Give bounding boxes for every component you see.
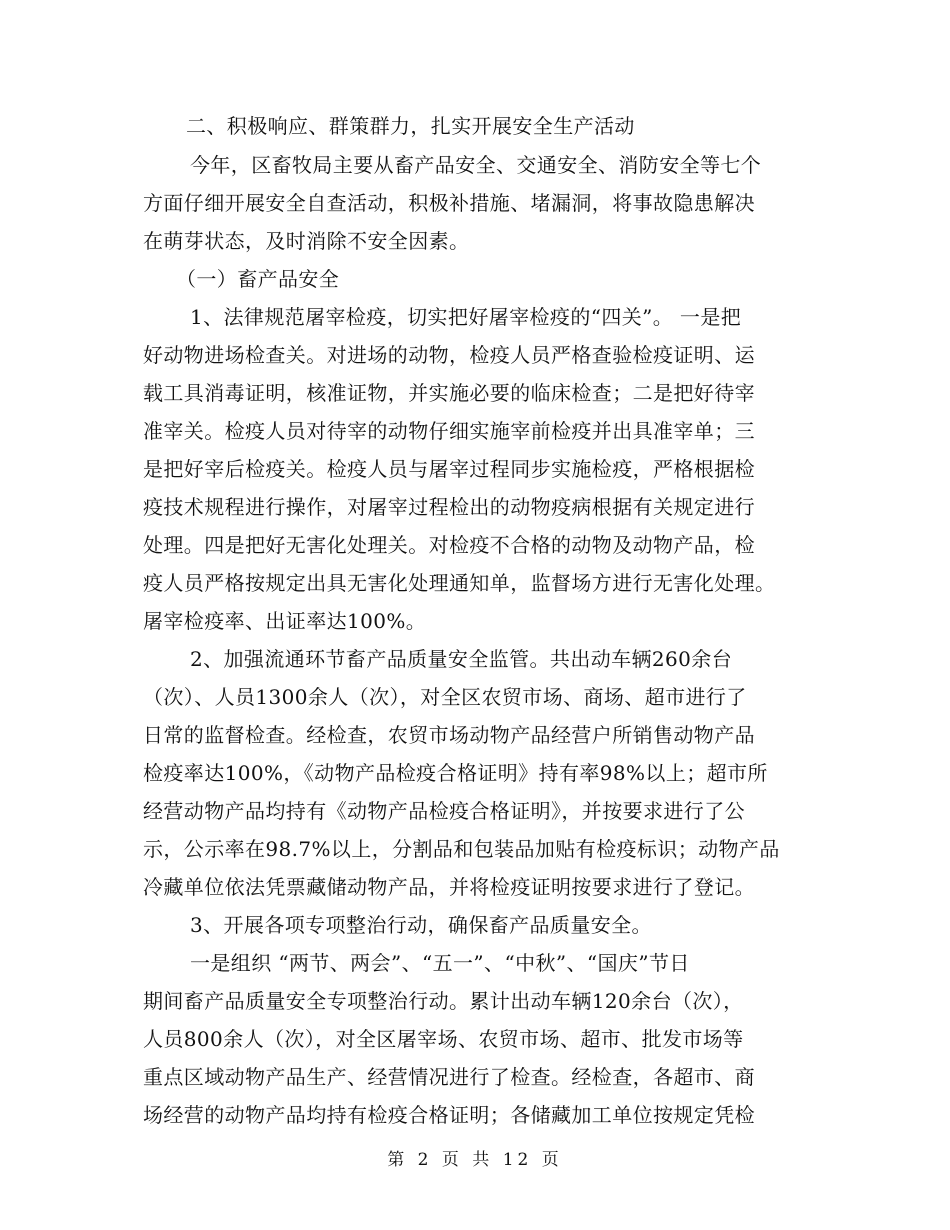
paragraph-line: 载工具消毒证明，核准证物，并实施必要的临床检查；二是把好待宰	[143, 381, 755, 405]
paragraph-line: 一是组织 “两节、两会”、“五一”、“中秋”、“国庆”节日	[190, 951, 690, 975]
paragraph-line: 检疫率达100%，《动物产品检疫合格证明》持有率98%以上；超市所	[143, 761, 768, 785]
paragraph-line: 屠宰检疫率、出证率达100%。	[143, 609, 427, 633]
paragraph-line: 人员800余人（次），对全区屠宰场、农贸市场、超市、批发市场等	[143, 1027, 744, 1051]
paragraph-line: 期间畜产品质量安全专项整治行动。累计出动车辆120余台（次），	[143, 989, 744, 1013]
paragraph-line: （次）、人员1300余人（次），对全区农贸市场、商场、超市进行了	[143, 685, 747, 709]
paragraph-line: 3、开展各项专项整治行动，确保畜产品质量安全。	[190, 913, 652, 937]
paragraph-line: 场经营的动物产品均持有检疫合格证明；各储藏加工单位按规定凭检	[143, 1103, 755, 1127]
paragraph-line: 方面仔细开展安全自查活动，积极补措施、堵漏洞，将事故隐患解决	[143, 191, 755, 215]
paragraph-line: 1、法律规范屠宰检疫，切实把好屠宰检疫的“四关”。 一是把	[190, 305, 742, 329]
page-footer: 第 2 页 共 12 页	[387, 1150, 563, 1170]
paragraph-line: 2、加强流通环节畜产品质量安全监管。共出动车辆260余台	[190, 647, 733, 671]
paragraph-line: 疫技术规程进行操作，对屠宰过程检出的动物疫病根据有关规定进行	[143, 495, 755, 519]
paragraph-line: 在萌芽状态，及时消除不安全因素。	[143, 229, 470, 253]
section-heading: 二、积极响应、群策群力，扎实开展安全生产活动	[186, 114, 635, 138]
paragraph-line: 冷藏单位依法凭票藏储动物产品，并将检疫证明按要求进行了登记。	[143, 875, 755, 899]
paragraph-line: 今年，区畜牧局主要从畜产品安全、交通安全、消防安全等七个	[190, 153, 762, 177]
paragraph-line: 日常的监督检查。经检查，农贸市场动物产品经营户所销售动物产品	[143, 723, 755, 747]
paragraph-line: 疫人员严格按规定出具无害化处理通知单，监督场方进行无害化处理。	[143, 571, 776, 595]
paragraph-line: 处理。四是把好无害化处理关。对检疫不合格的动物及动物产品，检	[143, 533, 755, 557]
paragraph-line: 准宰关。检疫人员对待宰的动物仔细实施宰前检疫并出具准宰单；三	[143, 419, 755, 443]
subsection-heading: （一）畜产品安全	[176, 267, 340, 291]
paragraph-line: 示，公示率在98.7%以上，分割品和包装品加贴有检疫标识；动物产品	[143, 837, 780, 861]
paragraph-line: 重点区域动物产品生产、经营情况进行了检查。经检查，各超市、商	[143, 1065, 755, 1089]
paragraph-line: 好动物进场检查关。对进场的动物，检疫人员严格查验检疫证明、运	[143, 343, 755, 367]
paragraph-line: 是把好宰后检疫关。检疫人员与屠宰过程同步实施检疫，严格根据检	[143, 457, 755, 481]
paragraph-line: 经营动物产品均持有《动物产品检疫合格证明》，并按要求进行了公	[143, 799, 745, 823]
